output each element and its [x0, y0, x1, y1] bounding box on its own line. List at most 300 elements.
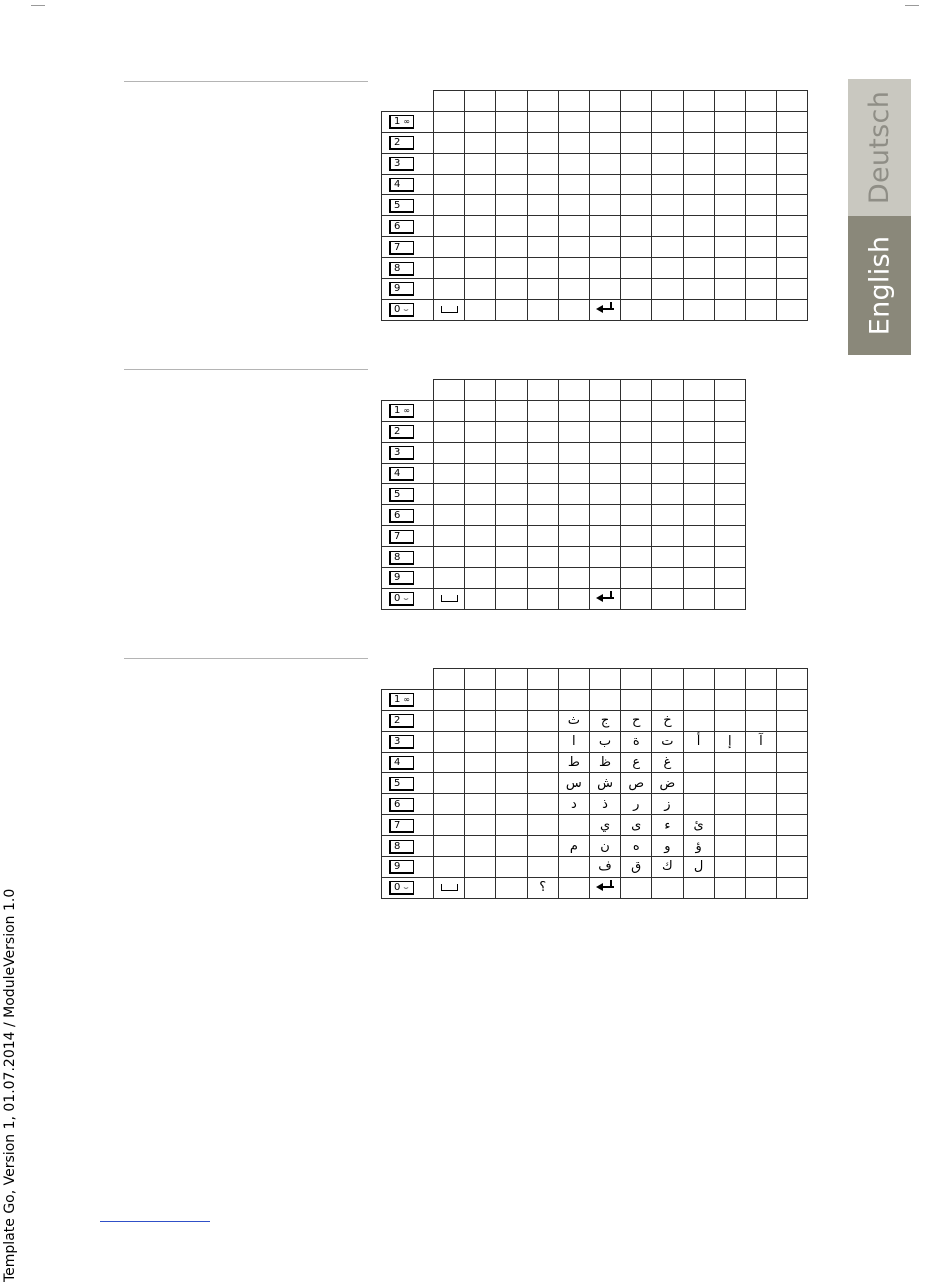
- char-cell: [714, 111, 745, 132]
- char-cell: [714, 195, 745, 216]
- char-cell: [683, 752, 714, 773]
- header-cell: [589, 669, 620, 690]
- char-cell: [745, 258, 776, 279]
- table-corner-cell: [382, 91, 434, 112]
- char-cell: [683, 505, 714, 526]
- char-cell: [714, 279, 745, 300]
- char-cell: ي: [589, 815, 620, 836]
- char-cell: [496, 484, 527, 505]
- char-cell: [745, 877, 776, 898]
- char-cell: [714, 505, 745, 526]
- enter-arrow-icon: [596, 302, 614, 314]
- key-cell: [382, 216, 434, 237]
- char-cell: [496, 463, 527, 484]
- char-cell: [434, 752, 465, 773]
- char-cell: [683, 237, 714, 258]
- header-cell: [496, 669, 527, 690]
- char-cell: [621, 568, 652, 589]
- char-cell: ث: [558, 710, 589, 731]
- header-cell: [714, 669, 745, 690]
- char-cell: [589, 463, 620, 484]
- space-key-icon: ⌣: [403, 883, 409, 893]
- char-cell: [465, 195, 496, 216]
- header-cell: [558, 380, 589, 401]
- char-cell: غ: [652, 752, 683, 773]
- char-cell: [496, 153, 527, 174]
- char-cell: [434, 857, 465, 878]
- key-cell: [382, 877, 434, 898]
- char-cell: [745, 237, 776, 258]
- key-label: 6: [394, 798, 401, 810]
- char-cell: [527, 463, 558, 484]
- char-cell: [434, 237, 465, 258]
- tab-english-label: English: [864, 235, 895, 336]
- char-cell: [589, 526, 620, 547]
- table-row: [382, 463, 746, 484]
- key-cell: [382, 710, 434, 731]
- header-cell: [714, 380, 745, 401]
- table-row: [382, 442, 746, 463]
- header-cell: [465, 380, 496, 401]
- table-row: [382, 299, 808, 320]
- char-cell: [558, 279, 589, 300]
- table-header-row: [382, 91, 808, 112]
- char-cell: [558, 463, 589, 484]
- char-cell: [683, 421, 714, 442]
- key-label: 0: [394, 304, 401, 316]
- char-cell: [465, 689, 496, 710]
- char-cell: [496, 258, 527, 279]
- keypad-key-icon: [389, 860, 414, 874]
- char-cell: [745, 815, 776, 836]
- char-cell: ل: [683, 857, 714, 878]
- key-label: 0: [394, 882, 401, 894]
- char-cell: [777, 731, 808, 752]
- char-cell: [652, 442, 683, 463]
- char-cell: [527, 710, 558, 731]
- header-cell: [683, 91, 714, 112]
- key-cell: [382, 505, 434, 526]
- char-cell: [714, 258, 745, 279]
- char-cell: [714, 773, 745, 794]
- char-cell: [589, 568, 620, 589]
- char-cell: [621, 588, 652, 609]
- char-cell: ز: [652, 794, 683, 815]
- char-cell: [777, 836, 808, 857]
- char-cell: [434, 689, 465, 710]
- char-cell: [621, 505, 652, 526]
- key-label: 8: [394, 551, 401, 563]
- header-cell: [652, 380, 683, 401]
- char-cell: [714, 568, 745, 589]
- char-cell: [652, 689, 683, 710]
- char-cell: [434, 195, 465, 216]
- char-cell: [465, 731, 496, 752]
- char-cell: [714, 794, 745, 815]
- char-cell: خ: [652, 710, 683, 731]
- header-cell: [434, 669, 465, 690]
- char-cell: [465, 710, 496, 731]
- char-cell: [558, 857, 589, 878]
- char-cell: [621, 174, 652, 195]
- char-cell: [621, 111, 652, 132]
- char-cell: [652, 237, 683, 258]
- key-cell: [382, 857, 434, 878]
- char-cell: [496, 731, 527, 752]
- char-cell: [434, 710, 465, 731]
- table-row: [382, 195, 808, 216]
- keypad-key-icon: [389, 115, 414, 129]
- char-cell: [683, 216, 714, 237]
- char-cell: [683, 279, 714, 300]
- char-cell: [465, 442, 496, 463]
- char-cell: [652, 484, 683, 505]
- key-label: 1: [394, 694, 401, 706]
- key-label: 6: [394, 220, 401, 232]
- keypad-key-icon: [389, 592, 414, 606]
- char-cell: [683, 588, 714, 609]
- char-cell: [527, 505, 558, 526]
- char-cell: [527, 731, 558, 752]
- char-cell: ج: [589, 710, 620, 731]
- char-cell: [434, 442, 465, 463]
- char-cell: [527, 442, 558, 463]
- char-cell: [527, 258, 558, 279]
- header-cell: [621, 91, 652, 112]
- char-cell: [621, 689, 652, 710]
- char-cell: [558, 258, 589, 279]
- char-cell: [434, 547, 465, 568]
- key-label: 8: [394, 840, 401, 852]
- tab-english[interactable]: [848, 216, 911, 355]
- header-cell: [777, 669, 808, 690]
- key-label: 1: [394, 116, 401, 128]
- char-cell: [527, 299, 558, 320]
- char-cell: [714, 237, 745, 258]
- key-cell: [382, 299, 434, 320]
- keypad-key-icon: [389, 509, 414, 523]
- space-symbol-cell: [434, 588, 465, 609]
- key-label: 6: [394, 509, 401, 521]
- keypad-key-icon: [389, 551, 414, 565]
- char-cell: [558, 299, 589, 320]
- char-cell: [496, 526, 527, 547]
- char-cell: [434, 731, 465, 752]
- space-icon: [441, 306, 458, 313]
- char-cell: [745, 279, 776, 300]
- key-label: 8: [394, 262, 401, 274]
- char-cell: [558, 195, 589, 216]
- header-cell: [465, 91, 496, 112]
- char-cell: [652, 463, 683, 484]
- char-cell: [527, 216, 558, 237]
- char-cell: [745, 794, 776, 815]
- char-cell: [496, 279, 527, 300]
- char-cell: [496, 237, 527, 258]
- header-cell: [434, 380, 465, 401]
- char-cell: [527, 773, 558, 794]
- char-cell: [558, 547, 589, 568]
- header-cell: [434, 91, 465, 112]
- char-cell: [621, 195, 652, 216]
- char-cell: [496, 505, 527, 526]
- char-cell: [527, 588, 558, 609]
- header-cell: [589, 91, 620, 112]
- key-label: 7: [394, 530, 401, 542]
- char-cell: [465, 216, 496, 237]
- char-cell: [558, 568, 589, 589]
- char-cell: [527, 568, 558, 589]
- char-cell: [683, 400, 714, 421]
- char-cell: [777, 153, 808, 174]
- char-cell: [683, 132, 714, 153]
- char-cell: [714, 484, 745, 505]
- char-cell: [496, 710, 527, 731]
- char-cell: [558, 132, 589, 153]
- char-cell: [589, 279, 620, 300]
- char-cell: [683, 794, 714, 815]
- key-label: 3: [394, 736, 401, 748]
- char-cell: [589, 689, 620, 710]
- key-label: 1: [394, 405, 401, 417]
- header-cell: [652, 91, 683, 112]
- char-cell: [777, 689, 808, 710]
- keypad-key-icon: [389, 881, 414, 895]
- char-cell: أ: [683, 731, 714, 752]
- char-cell: [683, 258, 714, 279]
- enter-symbol-cell: [589, 299, 620, 320]
- key-cell: [382, 258, 434, 279]
- char-cell: [465, 421, 496, 442]
- key-cell: [382, 174, 434, 195]
- char-cell: [527, 526, 558, 547]
- char-cell: [465, 815, 496, 836]
- key-cell: [382, 836, 434, 857]
- crop-mark-right: [905, 5, 919, 6]
- keypad-key-icon: [389, 571, 414, 585]
- char-cell: ب: [589, 731, 620, 752]
- char-cell: [558, 421, 589, 442]
- char-cell: ن: [589, 836, 620, 857]
- keypad-key-icon: [389, 220, 414, 234]
- char-cell: [434, 836, 465, 857]
- key-cell: [382, 195, 434, 216]
- char-cell: [527, 689, 558, 710]
- char-cell: [652, 526, 683, 547]
- header-cell: [621, 669, 652, 690]
- table-corner-cell: [382, 380, 434, 401]
- footer-version-text: Template Go, Version 1, 01.07.2014 / ModuleVersion 1.0: [2, 888, 18, 1282]
- char-cell: [683, 484, 714, 505]
- char-cell: [745, 195, 776, 216]
- section-rule-1: [124, 81, 368, 82]
- char-cell: [621, 299, 652, 320]
- header-cell: [527, 91, 558, 112]
- char-cell: [465, 773, 496, 794]
- char-cell: [683, 195, 714, 216]
- character-table-1: [381, 90, 808, 321]
- char-cell: [714, 815, 745, 836]
- char-cell: [558, 505, 589, 526]
- char-cell: [652, 400, 683, 421]
- table-row: [382, 547, 746, 568]
- char-cell: [714, 836, 745, 857]
- char-cell: [652, 258, 683, 279]
- char-cell: [777, 299, 808, 320]
- char-cell: [621, 132, 652, 153]
- section-rule-3: [124, 658, 368, 659]
- char-cell: [434, 568, 465, 589]
- char-cell: [777, 752, 808, 773]
- enter-symbol-cell: [589, 877, 620, 898]
- table-row: [382, 258, 808, 279]
- character-table-3: [381, 668, 808, 899]
- char-cell: [683, 111, 714, 132]
- char-cell: [777, 237, 808, 258]
- char-cell: [621, 216, 652, 237]
- char-cell: ئ: [683, 815, 714, 836]
- char-cell: [465, 258, 496, 279]
- char-cell: ت: [652, 731, 683, 752]
- char-cell: [589, 174, 620, 195]
- char-cell: ى: [621, 815, 652, 836]
- table-row: [382, 588, 746, 609]
- char-cell: [589, 442, 620, 463]
- table-row: [382, 132, 808, 153]
- char-cell: [714, 588, 745, 609]
- char-cell: [745, 153, 776, 174]
- char-cell: [496, 421, 527, 442]
- char-cell: [496, 174, 527, 195]
- char-cell: ص: [621, 773, 652, 794]
- voicemail-icon: ∞: [403, 406, 411, 416]
- crop-mark-left: [31, 5, 45, 6]
- key-label: 9: [394, 861, 401, 873]
- table-row: [382, 752, 808, 773]
- char-cell: [527, 815, 558, 836]
- char-cell: [434, 400, 465, 421]
- char-cell: [434, 526, 465, 547]
- char-cell: [621, 463, 652, 484]
- keypad-key-icon: [389, 467, 414, 481]
- char-cell: [683, 463, 714, 484]
- keypad-key-icon: [389, 756, 414, 770]
- key-label: 0: [394, 593, 401, 605]
- char-cell: ك: [652, 857, 683, 878]
- char-cell: [777, 710, 808, 731]
- key-label: 4: [394, 757, 401, 768]
- char-cell: [434, 773, 465, 794]
- tab-deutsch[interactable]: [848, 79, 911, 216]
- char-cell: [714, 442, 745, 463]
- char-cell: [745, 836, 776, 857]
- char-cell: [621, 279, 652, 300]
- char-cell: [496, 195, 527, 216]
- char-cell: [496, 400, 527, 421]
- char-cell: [652, 877, 683, 898]
- keypad-key-icon: [389, 714, 414, 728]
- char-cell: [621, 547, 652, 568]
- char-cell: [621, 237, 652, 258]
- space-icon: [441, 884, 458, 891]
- table-row: [382, 111, 808, 132]
- char-cell: [777, 174, 808, 195]
- char-cell: [683, 710, 714, 731]
- char-cell: [621, 258, 652, 279]
- char-cell: [465, 836, 496, 857]
- header-cell: [558, 669, 589, 690]
- char-cell: [777, 258, 808, 279]
- char-cell: [434, 111, 465, 132]
- table-row: [382, 857, 808, 878]
- char-cell: ظ: [589, 752, 620, 773]
- char-cell: [434, 815, 465, 836]
- table-row: [382, 689, 808, 710]
- char-cell: [589, 258, 620, 279]
- keypad-key-icon: [389, 693, 414, 707]
- char-cell: ف: [589, 857, 620, 878]
- char-cell: [621, 442, 652, 463]
- keypad-key-icon: [389, 777, 414, 791]
- char-cell: إ: [714, 731, 745, 752]
- header-cell: [745, 91, 776, 112]
- char-cell: [621, 877, 652, 898]
- table-row: [382, 421, 746, 442]
- key-cell: [382, 421, 434, 442]
- char-cell: [465, 153, 496, 174]
- char-cell: [714, 547, 745, 568]
- char-cell: ة: [621, 731, 652, 752]
- header-cell: [714, 91, 745, 112]
- char-cell: [465, 568, 496, 589]
- char-cell: [558, 877, 589, 898]
- char-cell: [777, 773, 808, 794]
- char-cell: [558, 815, 589, 836]
- char-cell: [496, 568, 527, 589]
- space-key-icon: ⌣: [403, 594, 409, 604]
- header-cell: [589, 380, 620, 401]
- char-cell: [465, 588, 496, 609]
- keypad-key-icon: [389, 446, 414, 460]
- table-row: [382, 279, 808, 300]
- char-cell: [434, 132, 465, 153]
- key-cell: [382, 463, 434, 484]
- char-cell: و: [652, 836, 683, 857]
- char-cell: [527, 237, 558, 258]
- header-cell: [777, 91, 808, 112]
- char-cell: [714, 216, 745, 237]
- char-cell: [745, 111, 776, 132]
- header-cell: [527, 669, 558, 690]
- char-cell: ع: [621, 752, 652, 773]
- table-row: [382, 836, 808, 857]
- char-cell: د: [558, 794, 589, 815]
- char-cell: [558, 174, 589, 195]
- char-cell: [652, 568, 683, 589]
- char-cell: [683, 689, 714, 710]
- key-cell: [382, 752, 434, 773]
- key-label: 7: [394, 819, 401, 831]
- char-cell: [777, 279, 808, 300]
- char-cell: [558, 442, 589, 463]
- char-cell: [558, 111, 589, 132]
- char-cell: [589, 153, 620, 174]
- keypad-key-icon: [389, 136, 414, 150]
- key-cell: [382, 400, 434, 421]
- header-cell: [496, 91, 527, 112]
- table-row: [382, 731, 808, 752]
- char-cell: [714, 174, 745, 195]
